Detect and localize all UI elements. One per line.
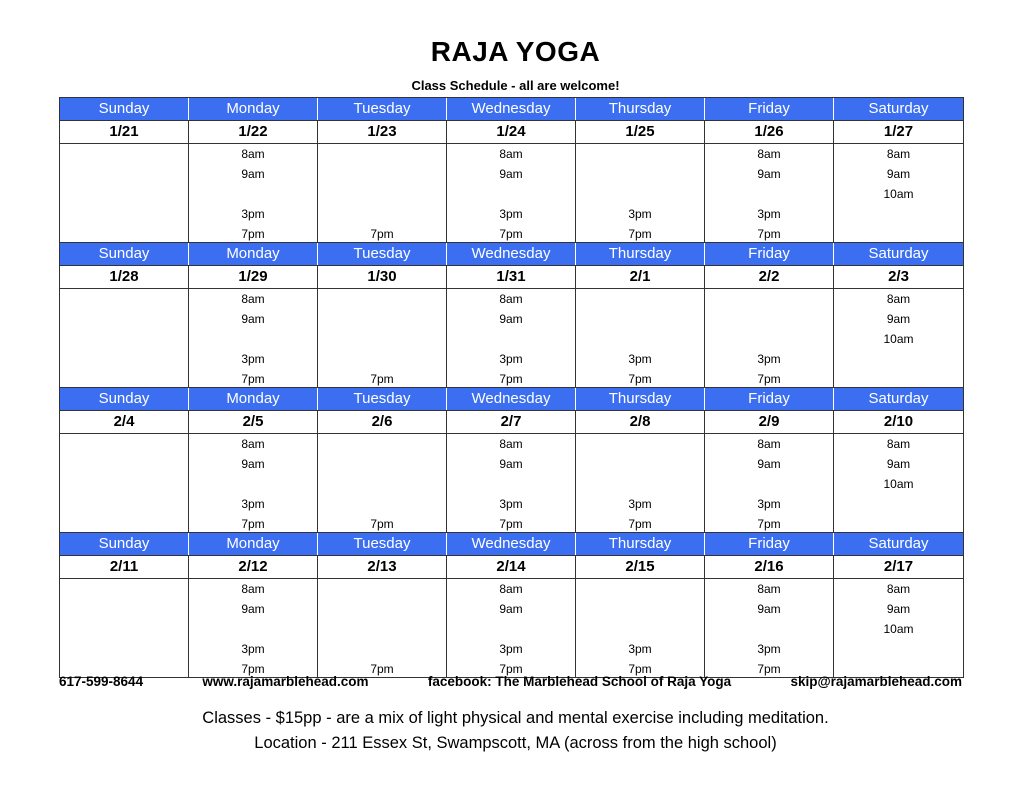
class-time: 7pm [628, 227, 652, 241]
day-header-row [60, 97, 963, 120]
day-header-row [60, 387, 963, 410]
class-time: 8am [886, 582, 911, 596]
date-cell: 2/6 [318, 411, 447, 433]
class-times-cell [60, 579, 189, 677]
day-name-cell: Wednesday [447, 533, 576, 555]
class-time: 3pm [628, 497, 652, 511]
date-cell: 2/10 [883, 413, 914, 430]
class-time: 8am [241, 582, 265, 596]
date-cell: 1/27 [883, 123, 914, 140]
date-cell: 1/25 [576, 121, 705, 143]
class-time: 10am [883, 477, 914, 491]
class-time: 7pm [370, 227, 394, 241]
day-name-cell: Tuesday [318, 533, 447, 555]
day-header-row [60, 532, 963, 555]
class-time: 3pm [757, 642, 781, 656]
date-cell: 2/12 [189, 556, 318, 578]
day-name-cell: Wednesday [447, 388, 576, 410]
class-time: 3pm [499, 642, 523, 656]
class-time: 8am [886, 292, 911, 306]
class-time: 7pm [370, 372, 394, 386]
date-cell: 2/16 [705, 556, 834, 578]
class-time: 3pm [499, 497, 523, 511]
class-time: 9am [757, 602, 781, 616]
date-cell: 2/17 [883, 558, 914, 575]
day-name-cell: Monday [189, 243, 318, 265]
class-time: 10am [883, 187, 914, 201]
class-time: 9am [757, 167, 781, 181]
class-time: 7pm [370, 662, 394, 676]
day-name-cell: Thursday [576, 98, 705, 120]
class-time: 7pm [499, 227, 523, 241]
class-times-cell [834, 579, 963, 677]
date-cell: 2/5 [189, 411, 318, 433]
day-header-row [60, 242, 963, 265]
date-cell: 2/4 [60, 411, 189, 433]
class-times-cell [447, 144, 576, 242]
class-times-cell [834, 434, 963, 532]
website-link[interactable]: www.rajamarblehead.com [202, 674, 369, 689]
classes-note: Classes - $15pp - are a mix of light physical and mental exercise including meditation. [202, 709, 829, 727]
class-time: 7pm [241, 517, 265, 531]
class-times-cell [576, 579, 705, 677]
class-time: 8am [499, 292, 523, 306]
class-time: 8am [499, 437, 523, 451]
class-times-cell [834, 144, 963, 242]
day-name-cell: Saturday [868, 535, 929, 552]
class-time: 7pm [499, 517, 523, 531]
class-times-cell [576, 289, 705, 387]
day-name-cell: Monday [189, 388, 318, 410]
day-name-cell: Tuesday [318, 388, 447, 410]
day-name-cell: Friday [705, 533, 834, 555]
class-time: 9am [499, 457, 523, 471]
class-time: 3pm [628, 642, 652, 656]
phone-number: 617-599-8644 [59, 674, 144, 689]
class-times-cell [705, 144, 834, 242]
class-time: 9am [886, 167, 911, 181]
class-time: 8am [886, 147, 911, 161]
class-time: 8am [886, 437, 911, 451]
class-time: 7pm [757, 662, 781, 676]
class-time: 3pm [628, 207, 652, 221]
class-times-cell [834, 289, 963, 387]
class-time: 9am [241, 312, 265, 326]
class-time: 3pm [628, 352, 652, 366]
date-cell: 2/1 [576, 266, 705, 288]
date-cell: 2/8 [576, 411, 705, 433]
location-note: Location - 211 Essex St, Swampscott, MA (across from the high school) [254, 734, 777, 752]
date-cell: 1/22 [189, 121, 318, 143]
schedule-grid [59, 97, 964, 678]
week-block [60, 97, 963, 242]
day-name-cell: Thursday [576, 243, 705, 265]
date-cell: 2/7 [447, 411, 576, 433]
class-times-cell [318, 144, 447, 242]
day-name-cell: Sunday [60, 98, 189, 120]
class-time: 8am [241, 292, 265, 306]
class-time: 7pm [757, 227, 781, 241]
class-times-row [60, 579, 963, 677]
date-cell: 1/30 [318, 266, 447, 288]
day-name-cell: Tuesday [318, 243, 447, 265]
class-times-cell [576, 434, 705, 532]
date-cell: 2/15 [576, 556, 705, 578]
class-time: 9am [757, 457, 781, 471]
class-time: 7pm [628, 372, 652, 386]
class-time: 3pm [241, 352, 265, 366]
class-times-cell [60, 144, 189, 242]
email-link[interactable]: skip@rajamarblehead.com [790, 674, 962, 689]
date-cell: 2/9 [705, 411, 834, 433]
day-name-cell: Monday [189, 533, 318, 555]
class-times-cell [576, 144, 705, 242]
class-time: 3pm [499, 352, 523, 366]
class-time: 7pm [757, 372, 781, 386]
class-time: 7pm [241, 372, 265, 386]
day-name-cell: Thursday [576, 533, 705, 555]
class-time: 8am [241, 437, 265, 451]
class-time: 7pm [241, 662, 265, 676]
class-time: 3pm [499, 207, 523, 221]
contact-bar [59, 674, 962, 689]
class-times-cell [189, 144, 318, 242]
class-time: 7pm [241, 227, 265, 241]
day-name-cell: Friday [705, 243, 834, 265]
class-time: 3pm [241, 642, 265, 656]
week-block [60, 532, 963, 677]
class-time: 9am [499, 312, 523, 326]
date-row [60, 120, 963, 144]
class-times-cell [189, 289, 318, 387]
date-cell: 1/31 [447, 266, 576, 288]
class-time: 9am [499, 602, 523, 616]
class-time: 3pm [757, 207, 781, 221]
class-time: 7pm [499, 662, 523, 676]
day-name-cell: Thursday [576, 388, 705, 410]
class-time: 9am [241, 602, 265, 616]
class-times-cell [447, 289, 576, 387]
class-time: 7pm [499, 372, 523, 386]
day-name-cell: Tuesday [318, 98, 447, 120]
class-time: 7pm [370, 517, 394, 531]
day-name-cell: Friday [705, 388, 834, 410]
class-times-cell [318, 289, 447, 387]
facebook-link[interactable]: facebook: The Marblehead School of Raja Yoga [427, 674, 732, 689]
day-name-cell: Sunday [60, 388, 189, 410]
class-times-cell [189, 579, 318, 677]
class-time: 8am [757, 437, 781, 451]
class-time: 8am [757, 582, 781, 596]
date-row [60, 265, 963, 289]
date-cell: 2/3 [888, 268, 909, 285]
class-time: 8am [499, 147, 523, 161]
date-cell: 1/23 [318, 121, 447, 143]
day-name-cell: Friday [705, 98, 834, 120]
day-name-cell: Monday [189, 98, 318, 120]
day-name-cell: Saturday [868, 245, 929, 262]
date-cell: 2/11 [60, 556, 189, 578]
date-cell: 2/13 [318, 556, 447, 578]
class-time: 7pm [628, 662, 652, 676]
class-times-cell [60, 434, 189, 532]
class-times-row [60, 144, 963, 242]
class-time: 7pm [628, 517, 652, 531]
class-time: 3pm [241, 497, 265, 511]
date-cell: 1/24 [447, 121, 576, 143]
week-block [60, 387, 963, 532]
class-times-cell [705, 434, 834, 532]
date-cell: 2/2 [705, 266, 834, 288]
page-title: RAJA YOGA [430, 36, 601, 67]
date-row [60, 555, 963, 579]
class-times-row [60, 289, 963, 387]
date-cell: 1/26 [705, 121, 834, 143]
class-times-cell [318, 579, 447, 677]
day-name-cell: Wednesday [447, 243, 576, 265]
class-time: 9am [886, 457, 911, 471]
class-time: 9am [241, 457, 265, 471]
date-cell: 1/29 [189, 266, 318, 288]
page-subtitle: Class Schedule - all are welcome! [411, 78, 620, 93]
day-name-cell: Sunday [60, 533, 189, 555]
class-times-cell [318, 434, 447, 532]
class-times-cell [189, 434, 318, 532]
class-times-cell [705, 289, 834, 387]
class-time: 9am [499, 167, 523, 181]
class-times-cell [705, 579, 834, 677]
date-cell: 1/21 [60, 121, 189, 143]
class-times-cell [447, 579, 576, 677]
week-block [60, 242, 963, 387]
day-name-cell: Saturday [868, 100, 929, 117]
class-time: 8am [499, 582, 523, 596]
class-time: 3pm [757, 352, 781, 366]
date-cell: 1/28 [60, 266, 189, 288]
class-time: 8am [757, 147, 781, 161]
class-times-cell [447, 434, 576, 532]
class-time: 10am [883, 622, 914, 636]
class-time: 3pm [757, 497, 781, 511]
class-time: 10am [883, 332, 914, 346]
day-name-cell: Saturday [868, 390, 929, 407]
class-time: 9am [886, 602, 911, 616]
class-time: 7pm [757, 517, 781, 531]
day-name-cell: Sunday [60, 243, 189, 265]
class-times-row [60, 434, 963, 532]
class-time: 3pm [241, 207, 265, 221]
class-time: 9am [886, 312, 911, 326]
date-row [60, 410, 963, 434]
class-time: 8am [241, 147, 265, 161]
class-times-cell [60, 289, 189, 387]
class-time: 9am [241, 167, 265, 181]
day-name-cell: Wednesday [447, 98, 576, 120]
date-cell: 2/14 [447, 556, 576, 578]
